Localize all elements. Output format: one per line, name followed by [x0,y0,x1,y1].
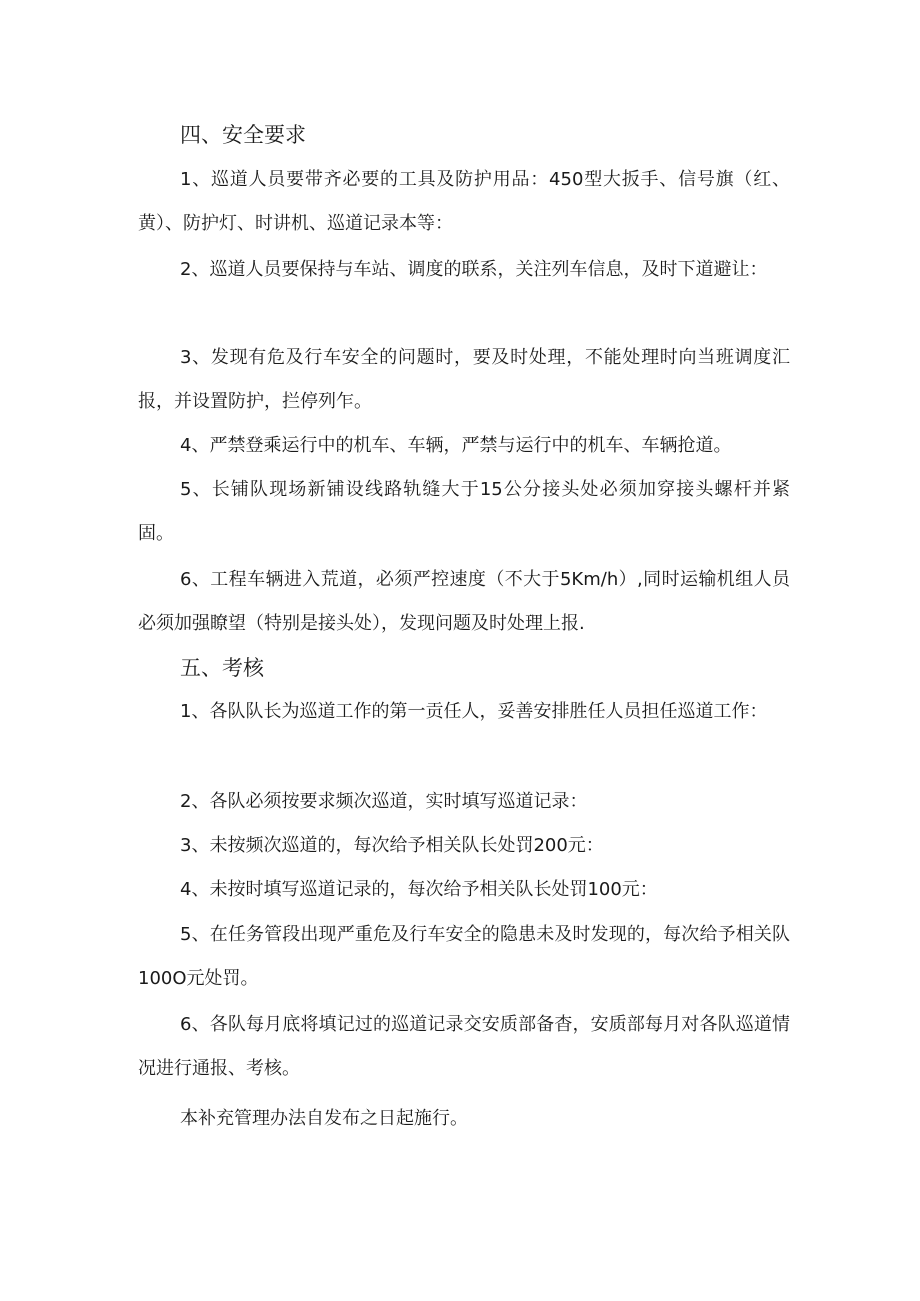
assessment-item-4: 4、未按时填写巡道记录的，每次给予相关队长处罚100元： [180,879,658,900]
section-heading-assessment: 五、考核 [180,656,264,680]
safety-item-6: 6、工程车辆进入荒道，必须严控速度（不大于5Km∕h）,同时运输机组人员必须加强瞭望（特别是接头处），发现问题及时处理上报. [138,569,790,634]
safety-item-3: 3、发现有危及行车安全的问题时，要及时处理，不能处理时向当班调度汇报，并设置防护，拦停列乍。 [138,347,790,412]
safety-item-1: 1、巡道人员要带齐必要的工具及防护用品：450型大扳手、信号旗（红、黄）、防护灯、时讲机、巡道记录本等： [138,169,790,234]
assessment-item-5: 5、在任务管段出现严重危及行车安全的隐患未及时发现的，每次给予相关队100O元处罚。 [138,924,790,989]
assessment-item-2: 2、各队必须按要求频次巡道，实时填写巡道记录： [180,791,588,812]
section-heading-safety: 四、安全要求 [180,123,306,147]
safety-item-4: 4、严禁登乘运行中的机车、车辆，严禁与运行中的机车、车辆抢道。 [180,435,732,456]
safety-item-2: 2、巡道人员要保持与车站、调度的联系，关注列车信息，及时下道避让： [180,259,768,280]
closing-statement: 本补充管理办法自发布之日起施行。 [180,1108,468,1129]
assessment-item-6: 6、各队每月底将填记过的巡道记录交安质部备杳，安质部每月对各队巡道情况进行通报、考核。 [138,1014,790,1079]
assessment-item-3: 3、未按频次巡道的，每次给予相关队长处罚200元： [180,835,604,856]
assessment-item-1: 1、各队队长为巡道工作的第一贡任人，妥善安排胜任人员担任巡道工作： [180,701,768,722]
safety-item-5: 5、长铺队现场新铺设线路轨缝大于15公分接头处必须加穿接头螺杆并紧固。 [138,479,790,544]
